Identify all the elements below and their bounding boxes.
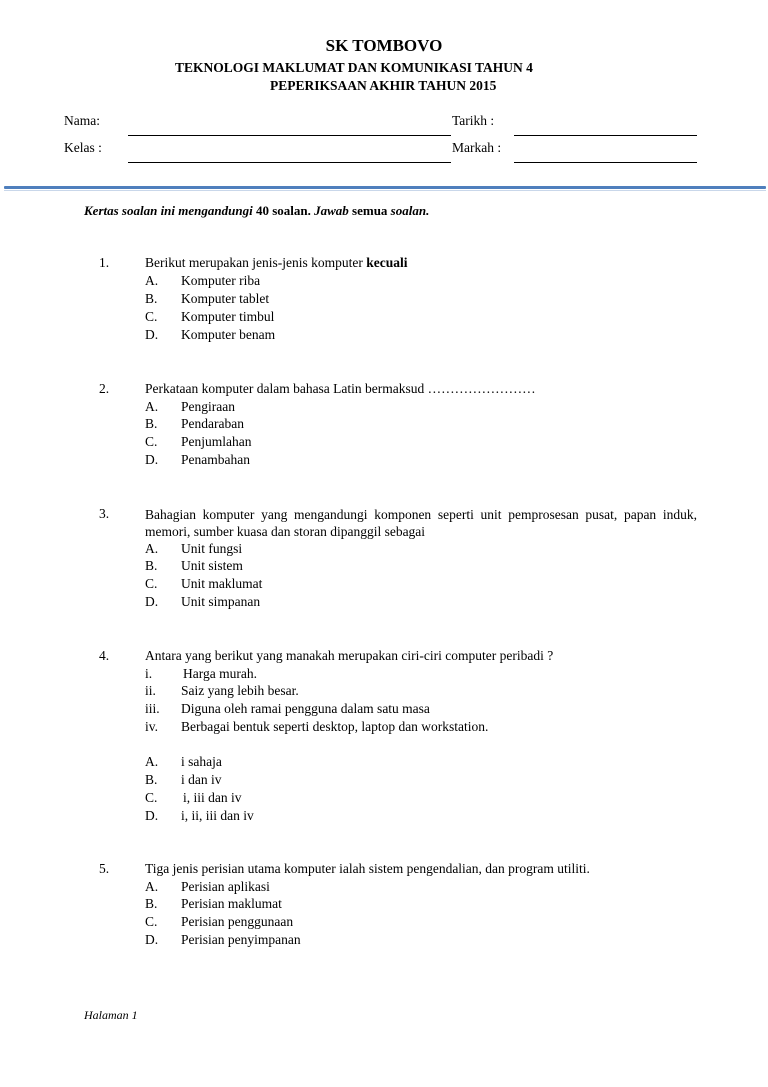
option-letter: C. xyxy=(145,790,158,805)
question-number: 3. xyxy=(99,506,110,521)
option-letter: B. xyxy=(145,416,158,431)
option-letter: A. xyxy=(145,399,159,414)
question-number: 2. xyxy=(99,381,110,396)
question-keyword: kecuali xyxy=(366,255,408,270)
option-text: i dan iv xyxy=(181,772,222,787)
option-text: Komputer riba xyxy=(181,273,261,288)
statement-label: i. xyxy=(145,666,153,681)
option-letter: D. xyxy=(145,452,159,467)
option-letter: C. xyxy=(145,309,158,324)
tarikh-label: Tarikh : xyxy=(452,113,495,128)
instruction-part2: Jawab xyxy=(310,203,353,218)
option-letter: B. xyxy=(145,896,158,911)
option-text: Perisian maklumat xyxy=(181,896,282,911)
option-text: Unit maklumat xyxy=(181,576,263,591)
option-letter: B. xyxy=(145,772,158,787)
statement-label: ii. xyxy=(145,683,156,698)
header-divider-shadow xyxy=(4,190,766,191)
option-text: Komputer timbul xyxy=(181,309,275,324)
option-letter: B. xyxy=(145,291,158,306)
option-letter: A. xyxy=(145,754,159,769)
subject-title: TEKNOLOGI MAKLUMAT DAN KOMUNIKASI TAHUN 4 xyxy=(175,60,533,75)
option-text: Pengiraan xyxy=(181,399,235,414)
question-number: 1. xyxy=(99,255,110,270)
instruction-part1: Kertas soalan ini mengandungi xyxy=(84,203,256,218)
instruction-all: semua xyxy=(352,203,388,218)
header-divider xyxy=(4,186,766,189)
question-text: Perkataan komputer dalam bahasa Latin bermaksud …………………… xyxy=(145,381,536,396)
instruction-part3: soalan. xyxy=(387,203,430,218)
option-letter: C. xyxy=(145,434,158,449)
option-text: Komputer benam xyxy=(181,327,276,342)
question-number: 5. xyxy=(99,861,110,876)
kelas-label: Kelas : xyxy=(64,140,102,155)
option-text: i sahaja xyxy=(181,754,222,769)
option-letter: A. xyxy=(145,273,159,288)
instruction-line xyxy=(84,203,429,219)
option-text: Perisian penggunaan xyxy=(181,914,294,929)
markah-field-line[interactable] xyxy=(514,162,697,163)
statement-text: Berbagai bentuk seperti desktop, laptop dan workstation. xyxy=(181,719,489,734)
option-text: i, iii dan iv xyxy=(183,790,242,805)
question-text: Tiga jenis perisian utama komputer ialah sistem pengendalian, dan program utiliti. xyxy=(145,861,590,876)
exam-title: PEPERIKSAAN AKHIR TAHUN 2015 xyxy=(270,78,497,93)
option-text: Pendaraban xyxy=(181,416,244,431)
option-letter: D. xyxy=(145,932,159,947)
nama-label: Nama: xyxy=(64,113,100,128)
option-text: Unit simpanan xyxy=(181,594,261,609)
statement-text: Saiz yang lebih besar. xyxy=(181,683,299,698)
option-text: Perisian penyimpanan xyxy=(181,932,301,947)
school-name: SK TOMBOVO xyxy=(325,36,443,55)
nama-field-line[interactable] xyxy=(128,135,451,136)
option-letter: C. xyxy=(145,576,158,591)
statement-label: iv. xyxy=(145,719,158,734)
statement-label: iii. xyxy=(145,701,160,716)
option-text: Unit fungsi xyxy=(181,541,243,556)
kelas-field-line[interactable] xyxy=(128,162,451,163)
question-text: Bahagian komputer yang mengandungi komponen seperti unit pemprosesan pusat, papan induk, memori, sumber kuasa dan storan dipanggil sebagai xyxy=(145,507,697,539)
statement-text: Diguna oleh ramai pengguna dalam satu masa xyxy=(181,701,430,716)
option-letter: C. xyxy=(145,914,158,929)
option-text: Penjumlahan xyxy=(181,434,252,449)
page-number: Halaman 1 xyxy=(84,1008,138,1022)
option-letter: D. xyxy=(145,327,159,342)
option-letter: A. xyxy=(145,879,159,894)
option-letter: D. xyxy=(145,594,159,609)
tarikh-field-line[interactable] xyxy=(514,135,697,136)
option-text: Penambahan xyxy=(181,452,250,467)
option-letter: D. xyxy=(145,808,159,823)
instruction-count: 40 soalan. xyxy=(255,203,311,218)
option-letter: A. xyxy=(145,541,159,556)
option-text: i, ii, iii dan iv xyxy=(181,808,254,823)
option-letter: B. xyxy=(145,558,158,573)
question-text: Antara yang berikut yang manakah merupakan ciri-ciri computer peribadi ? xyxy=(145,648,554,663)
question-number: 4. xyxy=(99,648,110,663)
option-text: Perisian aplikasi xyxy=(181,879,270,894)
question-text xyxy=(145,255,407,271)
question-text-main: Berikut merupakan jenis-jenis komputer xyxy=(145,255,367,270)
option-text: Komputer tablet xyxy=(181,291,270,306)
markah-label: Markah : xyxy=(452,140,502,155)
statement-text: Harga murah. xyxy=(183,666,257,681)
option-text: Unit sistem xyxy=(181,558,243,573)
